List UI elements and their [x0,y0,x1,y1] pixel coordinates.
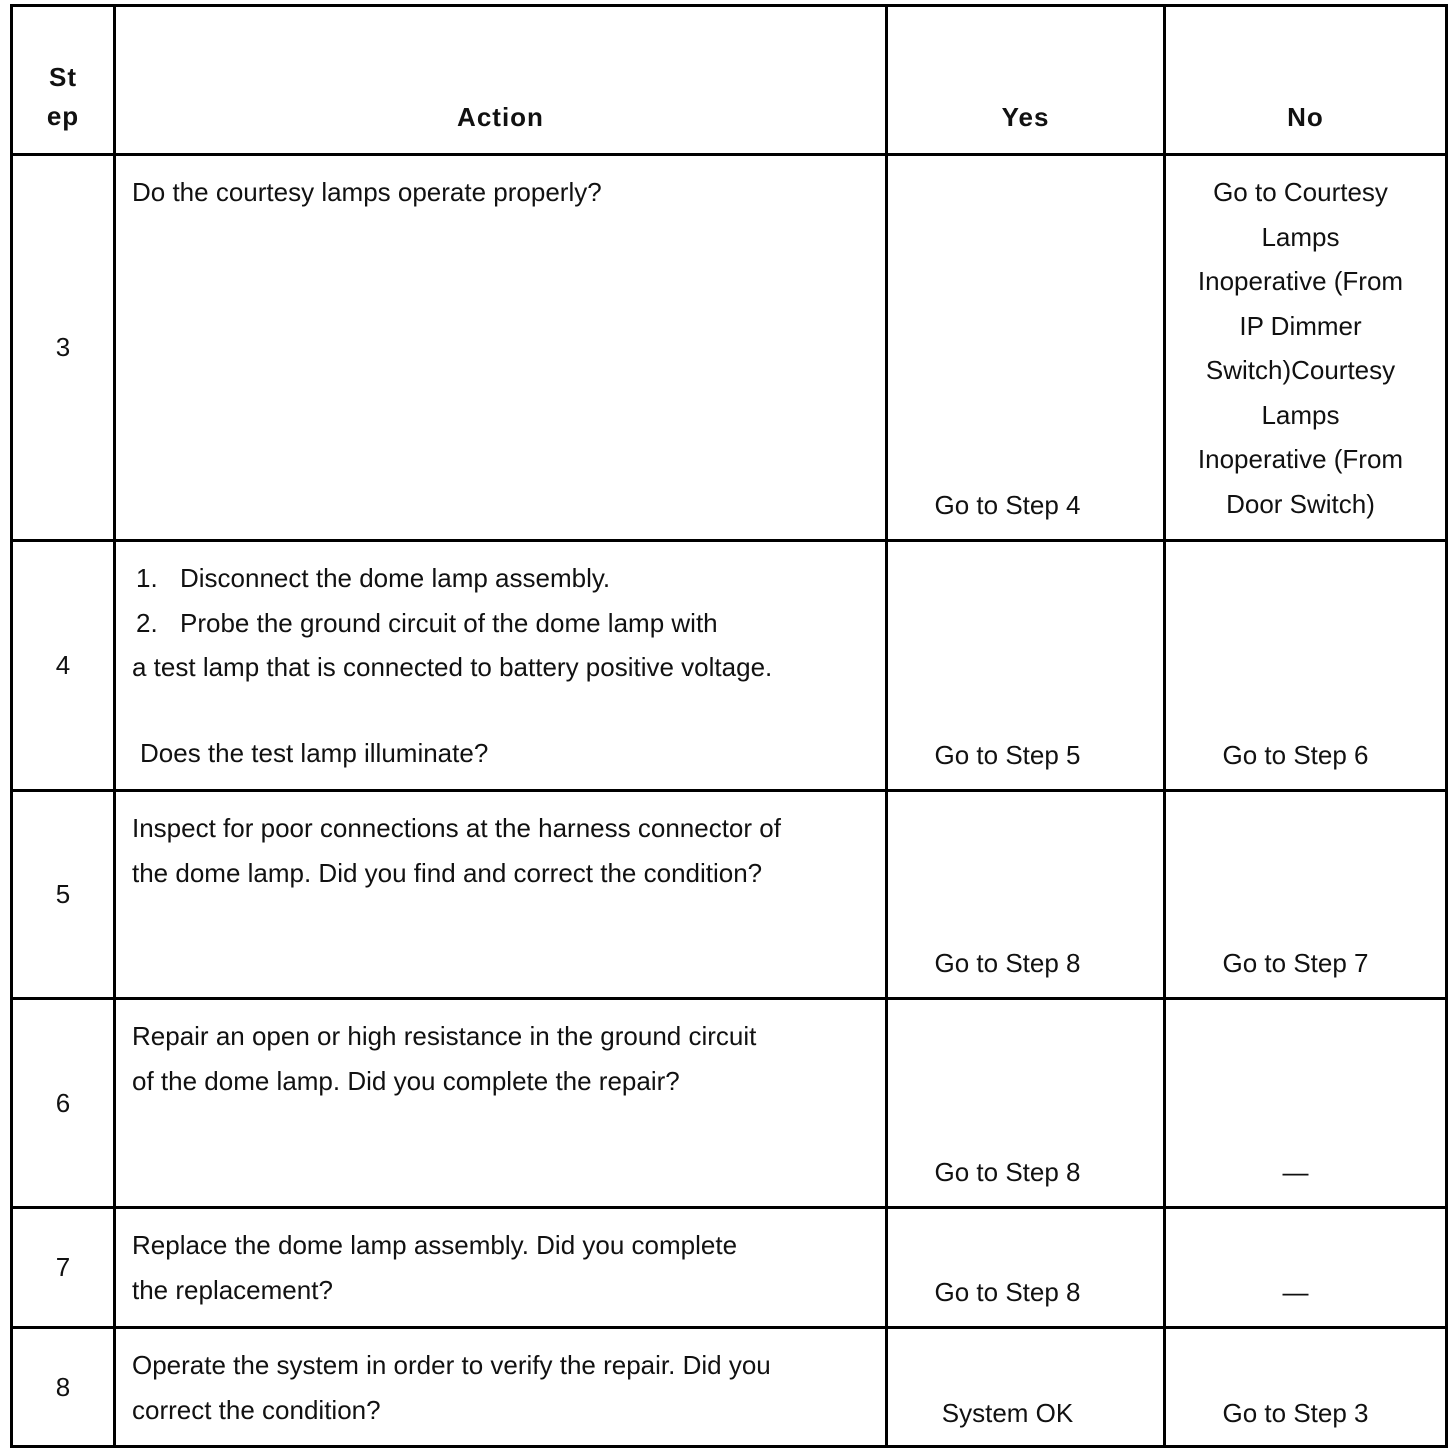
no-cell [1165,791,1447,999]
action-text: a test lamp that is connected to battery positive voltage. [132,652,773,682]
no-text: Go to Step 3 [1222,1398,1369,1428]
yes-cell [887,999,1165,1208]
step-number: 3 [12,155,115,541]
no-text-line: Go to Courtesy [1213,177,1388,207]
no-text-line: Inoperative (From [1197,266,1404,296]
yes-text: Go to Step 4 [934,490,1081,520]
no-text-line: Lamps [1261,399,1340,430]
table-row [12,1328,1447,1447]
action-cell [115,999,887,1208]
table-row [12,1208,1447,1328]
header-step-line1: St [49,62,77,92]
yes-cell [887,155,1165,541]
no-text: — [1282,1157,1309,1187]
action-cell [115,1208,887,1328]
yes-cell [887,1208,1165,1328]
action-list-item [132,556,869,601]
no-text: Go to Step 7 [1222,948,1369,978]
action-list-item [132,601,869,646]
action-text: the dome lamp. Did you find and correct the condition? [132,857,763,888]
no-text-line: Switch)Courtesy [1205,355,1396,385]
no-text: Go to Step 6 [1222,740,1369,770]
yes-cell [887,541,1165,791]
yes-text: Go to Step 8 [934,1277,1081,1307]
step-number: 8 [12,1328,115,1447]
no-text-line: Lamps [1261,221,1340,252]
table-row [12,999,1447,1208]
action-question: Does the test lamp illuminate? [140,737,489,768]
action-text: the replacement? [132,1274,333,1305]
yes-text: Go to Step 8 [934,948,1081,978]
action-cell [115,155,887,541]
no-text-line: Inoperative (From [1197,444,1404,474]
step-number: 6 [12,999,115,1208]
yes-text: System OK [941,1398,1074,1428]
table-row [12,791,1447,999]
no-cell [1165,1208,1447,1328]
yes-cell [887,791,1165,999]
action-text: correct the condition? [132,1394,381,1425]
no-cell [1165,155,1447,541]
header-action: Action [115,6,887,155]
list-text: Disconnect the dome lamp assembly. [180,563,611,593]
action-cell [115,541,887,791]
list-text: Probe the ground circuit of the dome lamp with [180,607,718,638]
yes-cell [887,1328,1165,1447]
no-text: — [1282,1277,1309,1307]
action-text: Inspect for poor connections at the harness connector of [132,813,781,843]
diagnostic-table [10,4,1448,1448]
table-row [12,155,1447,541]
no-text-line: IP Dimmer [1239,310,1362,341]
header-no: No [1165,6,1447,155]
yes-text: Go to Step 5 [934,740,1081,770]
step-number: 5 [12,791,115,999]
action-cell [115,791,887,999]
no-cell [1165,999,1447,1208]
no-text-line: Door Switch) [1226,488,1375,519]
action-text: Repair an open or high resistance in the ground circuit [132,1021,757,1051]
list-number: 2. [136,607,158,638]
action-cell [115,1328,887,1447]
header-yes: Yes [887,6,1165,155]
header-row [12,6,1447,155]
list-number: 1. [136,563,158,593]
action-text: of the dome lamp. Did you complete the repair? [132,1065,680,1096]
header-step-line2: ep [46,101,80,131]
step-number: 4 [12,541,115,791]
no-cell [1165,541,1447,791]
action-text: Operate the system in order to verify the repair. Did you [132,1350,771,1380]
no-cell [1165,1328,1447,1447]
action-text: Replace the dome lamp assembly. Did you complete [132,1230,738,1260]
action-text: Do the courtesy lamps operate properly? [132,177,602,207]
yes-text: Go to Step 8 [934,1157,1081,1187]
step-number: 7 [12,1208,115,1328]
header-step [12,6,115,155]
table-row [12,541,1447,791]
